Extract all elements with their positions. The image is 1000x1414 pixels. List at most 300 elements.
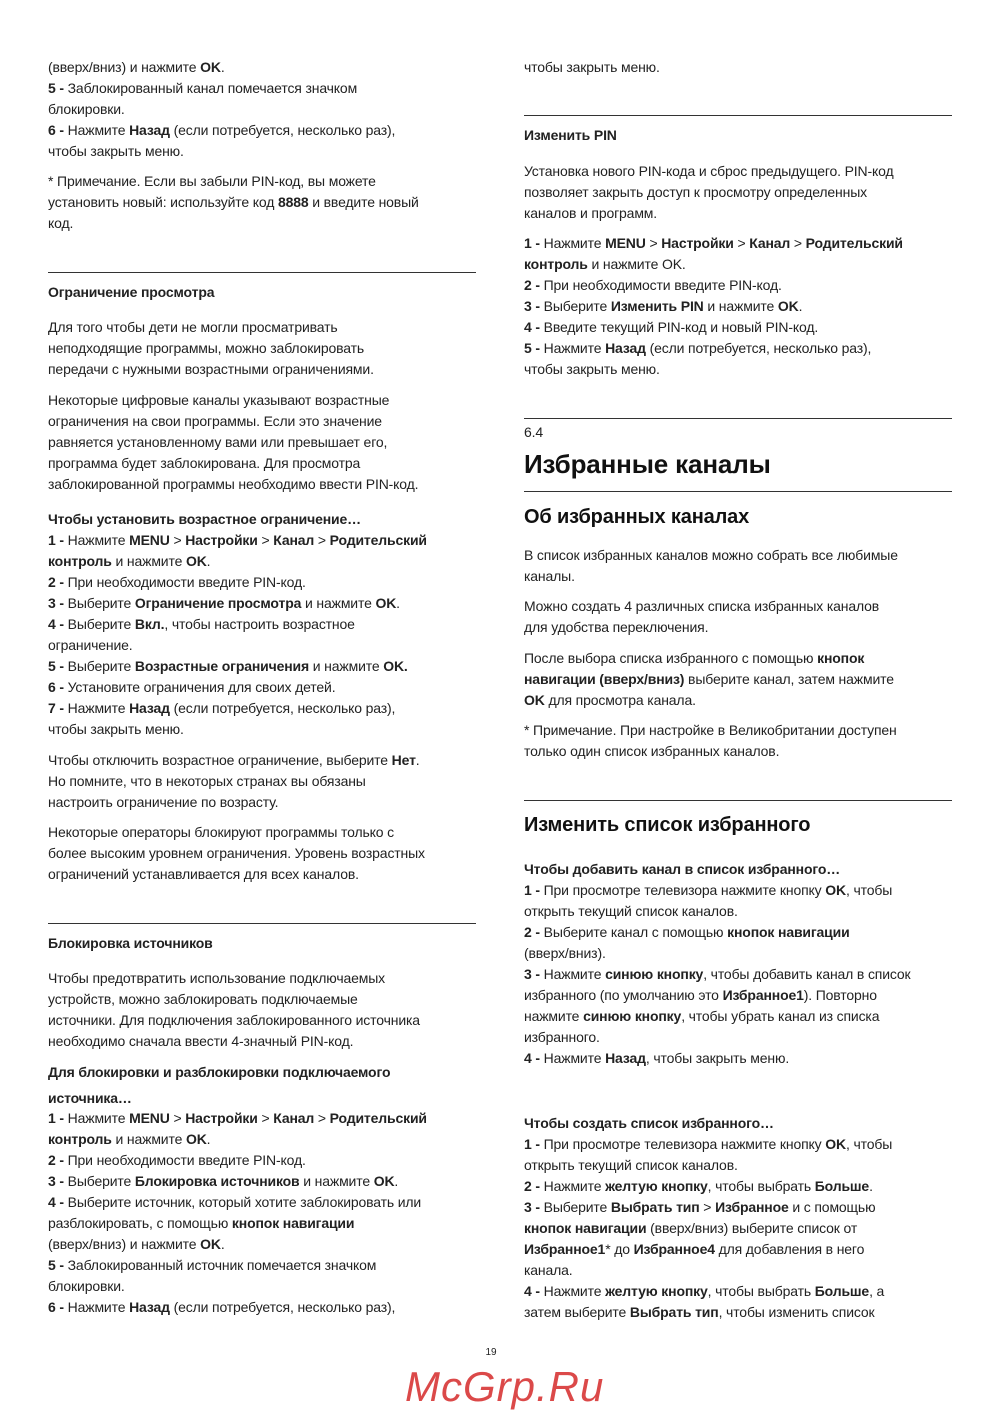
paragraph [48,750,420,813]
text: В список избранных каналов можно собрать все любимые [524,547,898,563]
text: разблокировать, с помощью [48,1215,232,1231]
source-lock-steps [48,1108,427,1318]
text-line [524,57,660,78]
bold-text: 4 - [524,319,540,335]
text-line [48,1150,427,1171]
text: нажмите [524,1008,584,1024]
text-line [524,1113,892,1134]
text: (если потребуется, несколько раз), [169,122,396,138]
paragraph [524,161,894,224]
text: и введите новый [308,194,419,210]
bold-text: 7 - [48,700,64,716]
text-line [48,1213,427,1234]
text: и нажмите [299,1173,374,1189]
text: (если потребуется, несколько раз), [169,700,396,716]
text: (вверх/вниз) и нажмите [48,1236,201,1252]
text-line [48,572,427,593]
text: ограничения на свои программы. Если это значение [48,413,382,429]
text-line [48,213,419,234]
bold-text: Родительский [805,235,903,251]
text: > [645,235,662,251]
text-line [524,1176,892,1197]
text-line [48,1192,427,1213]
text: При просмотре телевизора нажмите кнопку [539,882,826,898]
paragraph [48,390,418,495]
text: , чтобы настроить возрастное [164,616,355,632]
text-line [524,1006,911,1027]
divider [48,923,476,924]
bold-text: источника… [48,1090,132,1106]
text-line [524,203,894,224]
heading-edit-favourites: Изменить список избранного [524,814,811,836]
text-line [524,254,903,275]
text-line [524,741,897,762]
text: . [206,1131,211,1147]
text: и нажмите [111,1131,186,1147]
continued-text [524,57,660,78]
text-line [48,1010,420,1031]
bold-text: Назад [129,1299,170,1315]
bold-text: OK [375,595,397,611]
text-line [48,359,374,380]
text: блокировки. [48,101,125,117]
text: Нажмите [539,1178,606,1194]
text: и нажмите [301,595,376,611]
text-line [48,141,395,162]
bold-text: Нет [391,752,416,768]
text: ). Повторно [803,987,877,1003]
uk-note [524,720,897,762]
text: * до [605,1241,634,1257]
text-line [524,182,894,203]
text-line [48,192,419,213]
source-lock-subheading [48,1059,390,1111]
text-line [524,233,903,254]
text-line [524,690,894,711]
bold-text: кнопок навигации [231,1215,355,1231]
bold-text: OK [373,1173,395,1189]
bold-text: 3 - [48,1173,64,1189]
text: Нажмите [63,700,130,716]
text-line [48,1297,427,1318]
text: Установка нового PIN-кода и сброс предыдущего. PIN-код [524,163,894,179]
text-line [524,1197,892,1218]
text: Нажмите [539,966,606,982]
text-line [524,338,903,359]
bold-text: желтую кнопку [605,1178,708,1194]
text: . [869,1178,873,1194]
divider [524,115,952,116]
bold-text: Родительский [329,532,427,548]
text: , чтобы [845,882,893,898]
text: * Примечание. При настройке в Великобритании доступен [524,722,897,738]
pin-note [48,171,419,234]
bold-text: 3 - [524,1199,540,1215]
bold-text: 2 - [48,1152,64,1168]
text: , чтобы изменить список [718,1304,875,1320]
text-line [48,1276,427,1297]
text: . [220,59,225,75]
bold-text: контроль [48,553,112,569]
text: После выбора списка избранного с помощью [524,650,818,666]
paragraph [48,968,420,1052]
text-line [48,1129,427,1150]
text-line [524,901,911,922]
text: (вверх/вниз) и нажмите [48,59,201,75]
text: При просмотре телевизора нажмите кнопку [539,1136,826,1152]
divider [524,800,952,801]
bold-text: MENU [129,532,170,548]
text: > [257,1110,274,1126]
text: чтобы закрыть меню. [48,143,184,159]
bold-text: 3 - [524,966,540,982]
text: заблокированной программы необходимо ввести PIN-код. [48,476,419,492]
bold-text: Настройки [185,1110,258,1126]
text-line [524,596,879,617]
text-line [524,1281,892,1302]
text: затем выберите [524,1304,630,1320]
bold-text: 5 - [48,1257,64,1273]
heading-viewing-restriction: Ограничение просмотра [48,284,215,300]
paragraph [48,317,374,380]
text-line [48,750,420,771]
paragraph [524,648,894,711]
text: Выберите канал с помощью [539,924,728,940]
text: Заблокированный источник помечается значком [63,1257,377,1273]
text: , чтобы выбрать [707,1283,815,1299]
text: Некоторые операторы блокируют программы только с [48,824,394,840]
text: равняется установленному вами или превышает его, [48,434,388,450]
text: Выберите [63,658,135,674]
text-line [48,614,427,635]
bold-text: 6 - [48,122,64,138]
bold-text: Больше [814,1178,870,1194]
text: . [798,298,803,314]
text: Нажмите [539,1050,606,1066]
text-line [48,698,427,719]
age-restriction-steps [48,509,427,740]
text: источники. Для подключения заблокированного источника [48,1012,420,1028]
bold-text: Канал [749,235,791,251]
text: и нажмите [111,553,186,569]
text: > [314,532,330,548]
text-line [524,1302,892,1323]
text: более высоким уровнем ограничения. Уровень возрастных [48,845,425,861]
text-line [48,864,425,885]
text: Выберите [539,298,611,314]
bold-text: 5 - [48,658,64,674]
text: Выберите [63,595,135,611]
continued-steps [48,57,395,162]
bold-text: Назад [605,1050,646,1066]
text: ограничение. [48,637,133,653]
text-line [524,1260,892,1281]
bold-text: Канал [273,1110,315,1126]
text: > [314,1110,330,1126]
text: для просмотра канала. [544,692,696,708]
text: и нажмите [703,298,778,314]
text: Нажмите [63,1299,130,1315]
text: Нажмите [539,235,606,251]
bold-text: навигации (вверх/вниз) [524,671,685,687]
text: Нажмите [539,1283,606,1299]
text: > [733,235,750,251]
bold-text: синюю кнопку [605,966,704,982]
text: устройств, можно заблокировать подключаемые [48,991,358,1007]
bold-text: Выбрать тип [610,1199,700,1215]
text: позволяет закрыть доступ к просмотру определенных [524,184,867,200]
text-line [48,474,418,495]
text: программа будет заблокирована. Для просмотра [48,455,361,471]
text: только один список избранных каналов. [524,743,780,759]
bold-text: 1 - [48,1110,64,1126]
text: , а [869,1283,885,1299]
bold-text: 3 - [524,298,540,314]
text-line [48,822,425,843]
text-line [48,411,418,432]
text: Чтобы предотвратить использование подключаемых [48,970,385,986]
text: . [220,1236,225,1252]
text-line [524,1155,892,1176]
text: Выберите [63,616,135,632]
text: , чтобы добавить канал в список [703,966,911,982]
bold-text: 1 - [48,532,64,548]
text: чтобы закрыть меню. [524,59,660,75]
bold-text: OK [825,1136,846,1152]
text-line [48,551,427,572]
text: ограничений устанавливается для всех каналов. [48,866,359,882]
text-line [48,792,420,813]
text: неподходящие программы, можно заблокировать [48,340,365,356]
bold-text: 4 - [524,1050,540,1066]
text-line [48,968,420,989]
text: , чтобы закрыть меню. [645,1050,790,1066]
bold-text: 4 - [524,1283,540,1299]
text-line [524,1134,892,1155]
change-pin-steps [524,233,903,380]
text-line [48,771,420,792]
divider [48,272,476,273]
text: > [257,532,274,548]
bold-text: контроль [524,256,588,272]
heading-change-pin: Изменить PIN [524,127,617,143]
page-number: 19 [485,1347,497,1358]
text: . [206,553,211,569]
bold-text: Ограничение просмотра [134,595,302,611]
text: избранного (по умолчанию это [524,987,723,1003]
bold-text: OK [777,298,799,314]
text: Заблокированный канал помечается значком [63,80,358,96]
text: , чтобы убрать канал из списка [681,1008,880,1024]
bold-text: Чтобы установить возрастное ограничение… [48,511,361,527]
bold-text: 2 - [524,924,540,940]
text-line [524,275,903,296]
text-line [48,57,395,78]
bold-text: 2 - [524,277,540,293]
bold-text: Назад [605,340,646,356]
text-line [48,593,427,614]
text: Но помните, что в некоторых странах вы обязаны [48,773,366,789]
text: Нажмите [63,122,130,138]
text: чтобы закрыть меню. [48,721,184,737]
bold-text: Избранное4 [633,1241,715,1257]
text-line [48,1255,427,1276]
bold-text: Выбрать тип [629,1304,719,1320]
bold-text: Избранное1 [722,987,804,1003]
paragraph [48,822,425,885]
heading-about-favourites: Об избранных каналах [524,506,750,528]
bold-text: Назад [129,700,170,716]
section-number: 6.4 [524,424,544,440]
bold-text: 2 - [524,1178,540,1194]
bold-text: OK [185,553,207,569]
text: > [169,1110,186,1126]
bold-text: Изменить PIN [610,298,704,314]
text: > [790,235,806,251]
heading-source-lock: Блокировка источников [48,935,213,951]
text-line [524,617,879,638]
text-line [524,161,894,182]
text: и с помощью [788,1199,876,1215]
bold-text: Настройки [185,532,258,548]
text-line [524,317,903,338]
text-line [48,843,425,864]
text-line [48,719,427,740]
bold-text: OK [524,692,545,708]
text: Выберите [539,1199,611,1215]
text-line [524,1027,911,1048]
bold-text: OK [825,882,846,898]
text-line [48,989,420,1010]
bold-text: OK [200,1236,221,1252]
bold-text: OK [200,59,221,75]
bold-text: 5 - [524,340,540,356]
text-line [48,453,418,474]
text-line [48,390,418,411]
create-list-steps [524,1113,892,1323]
text: Нажмите [63,532,130,548]
bold-text: Чтобы создать список избранного… [524,1115,774,1131]
bold-text: кнопок навигации [524,1220,647,1236]
bold-text: Канал [273,532,315,548]
text: Для того чтобы дети не могли просматривать [48,319,338,335]
text: для удобства переключения. [524,619,709,635]
bold-text: 1 - [524,1136,540,1152]
text: (вверх/вниз) выберите список от [646,1220,858,1236]
bold-text: 5 - [48,80,64,96]
add-channel-steps [524,859,911,1069]
text-line [524,545,898,566]
text-line [48,1171,427,1192]
text: (если потребуется, несколько раз), [169,1299,396,1315]
text: блокировки. [48,1278,125,1294]
text-line [48,1234,427,1255]
text: код. [48,215,74,231]
divider [524,418,952,419]
text-line [48,78,395,99]
text-line [524,964,911,985]
text: * Примечание. Если вы забыли PIN-код, вы можете [48,173,376,189]
text-line [524,1218,892,1239]
bold-text: Родительский [329,1110,427,1126]
paragraph [524,596,879,638]
bold-text: Возрастные ограничения [134,658,310,674]
text: Выберите [63,1173,135,1189]
bold-text: 4 - [48,616,64,632]
text-line [524,359,903,380]
text-line [48,99,395,120]
text: и нажмите OK. [587,256,686,272]
text: При необходимости введите PIN-код. [63,574,306,590]
bold-text: MENU [605,235,646,251]
text: > [169,532,186,548]
bold-text: 6 - [48,1299,64,1315]
bold-text: Блокировка источников [134,1173,300,1189]
bold-text: контроль [48,1131,112,1147]
text: Нажмите [63,1110,130,1126]
text: Введите текущий PIN-код и новый PIN-код. [539,319,819,335]
divider [524,491,952,492]
bold-text: MENU [129,1110,170,1126]
text-line [48,317,374,338]
text-line [48,120,395,141]
text: Некоторые цифровые каналы указывают возрастные [48,392,390,408]
text: . [396,595,400,611]
text: , чтобы [845,1136,893,1152]
text-line [524,1048,911,1069]
text: избранного. [524,1029,600,1045]
text-line [48,1108,427,1129]
text: и нажмите [309,658,384,674]
text-line [48,677,427,698]
section-title: Избранные каналы [524,449,771,479]
bold-text: кнопок навигации [727,924,850,940]
text: . [394,1173,399,1189]
text: При необходимости введите PIN-код. [63,1152,306,1168]
bold-text: Избранное1 [524,1241,606,1257]
text: открыть текущий список каналов. [524,1157,738,1173]
text: каналы. [524,568,575,584]
text-line [524,648,894,669]
bold-text: Назад [129,122,170,138]
bold-text: Вкл. [134,616,165,632]
bold-text: Больше [814,1283,870,1299]
text: Нажмите [539,340,606,356]
bold-text: 4 - [48,1194,64,1210]
bold-text: синюю кнопку [583,1008,682,1024]
bold-text: 6 - [48,679,64,695]
text: чтобы закрыть меню. [524,361,660,377]
text-line [48,656,427,677]
text: . [415,752,420,768]
text-line [524,880,911,901]
text-line [48,171,419,192]
text: > [699,1199,716,1215]
text-line [48,530,427,551]
text: (если потребуется, несколько раз), [645,340,872,356]
text: настроить ограничение по возрасту. [48,794,279,810]
bold-text: желтую кнопку [605,1283,708,1299]
text: Чтобы отключить возрастное ограничение, выберите [48,752,392,768]
text-line [524,720,897,741]
text-line [48,432,418,453]
text: При необходимости введите PIN-код. [539,277,782,293]
watermark-logo: McGrp.Ru [405,1363,605,1410]
bold-text: Чтобы добавить канал в список избранного… [524,861,841,877]
text: (вверх/вниз). [524,945,606,961]
bold-text: 2 - [48,574,64,590]
text-line [524,566,898,587]
